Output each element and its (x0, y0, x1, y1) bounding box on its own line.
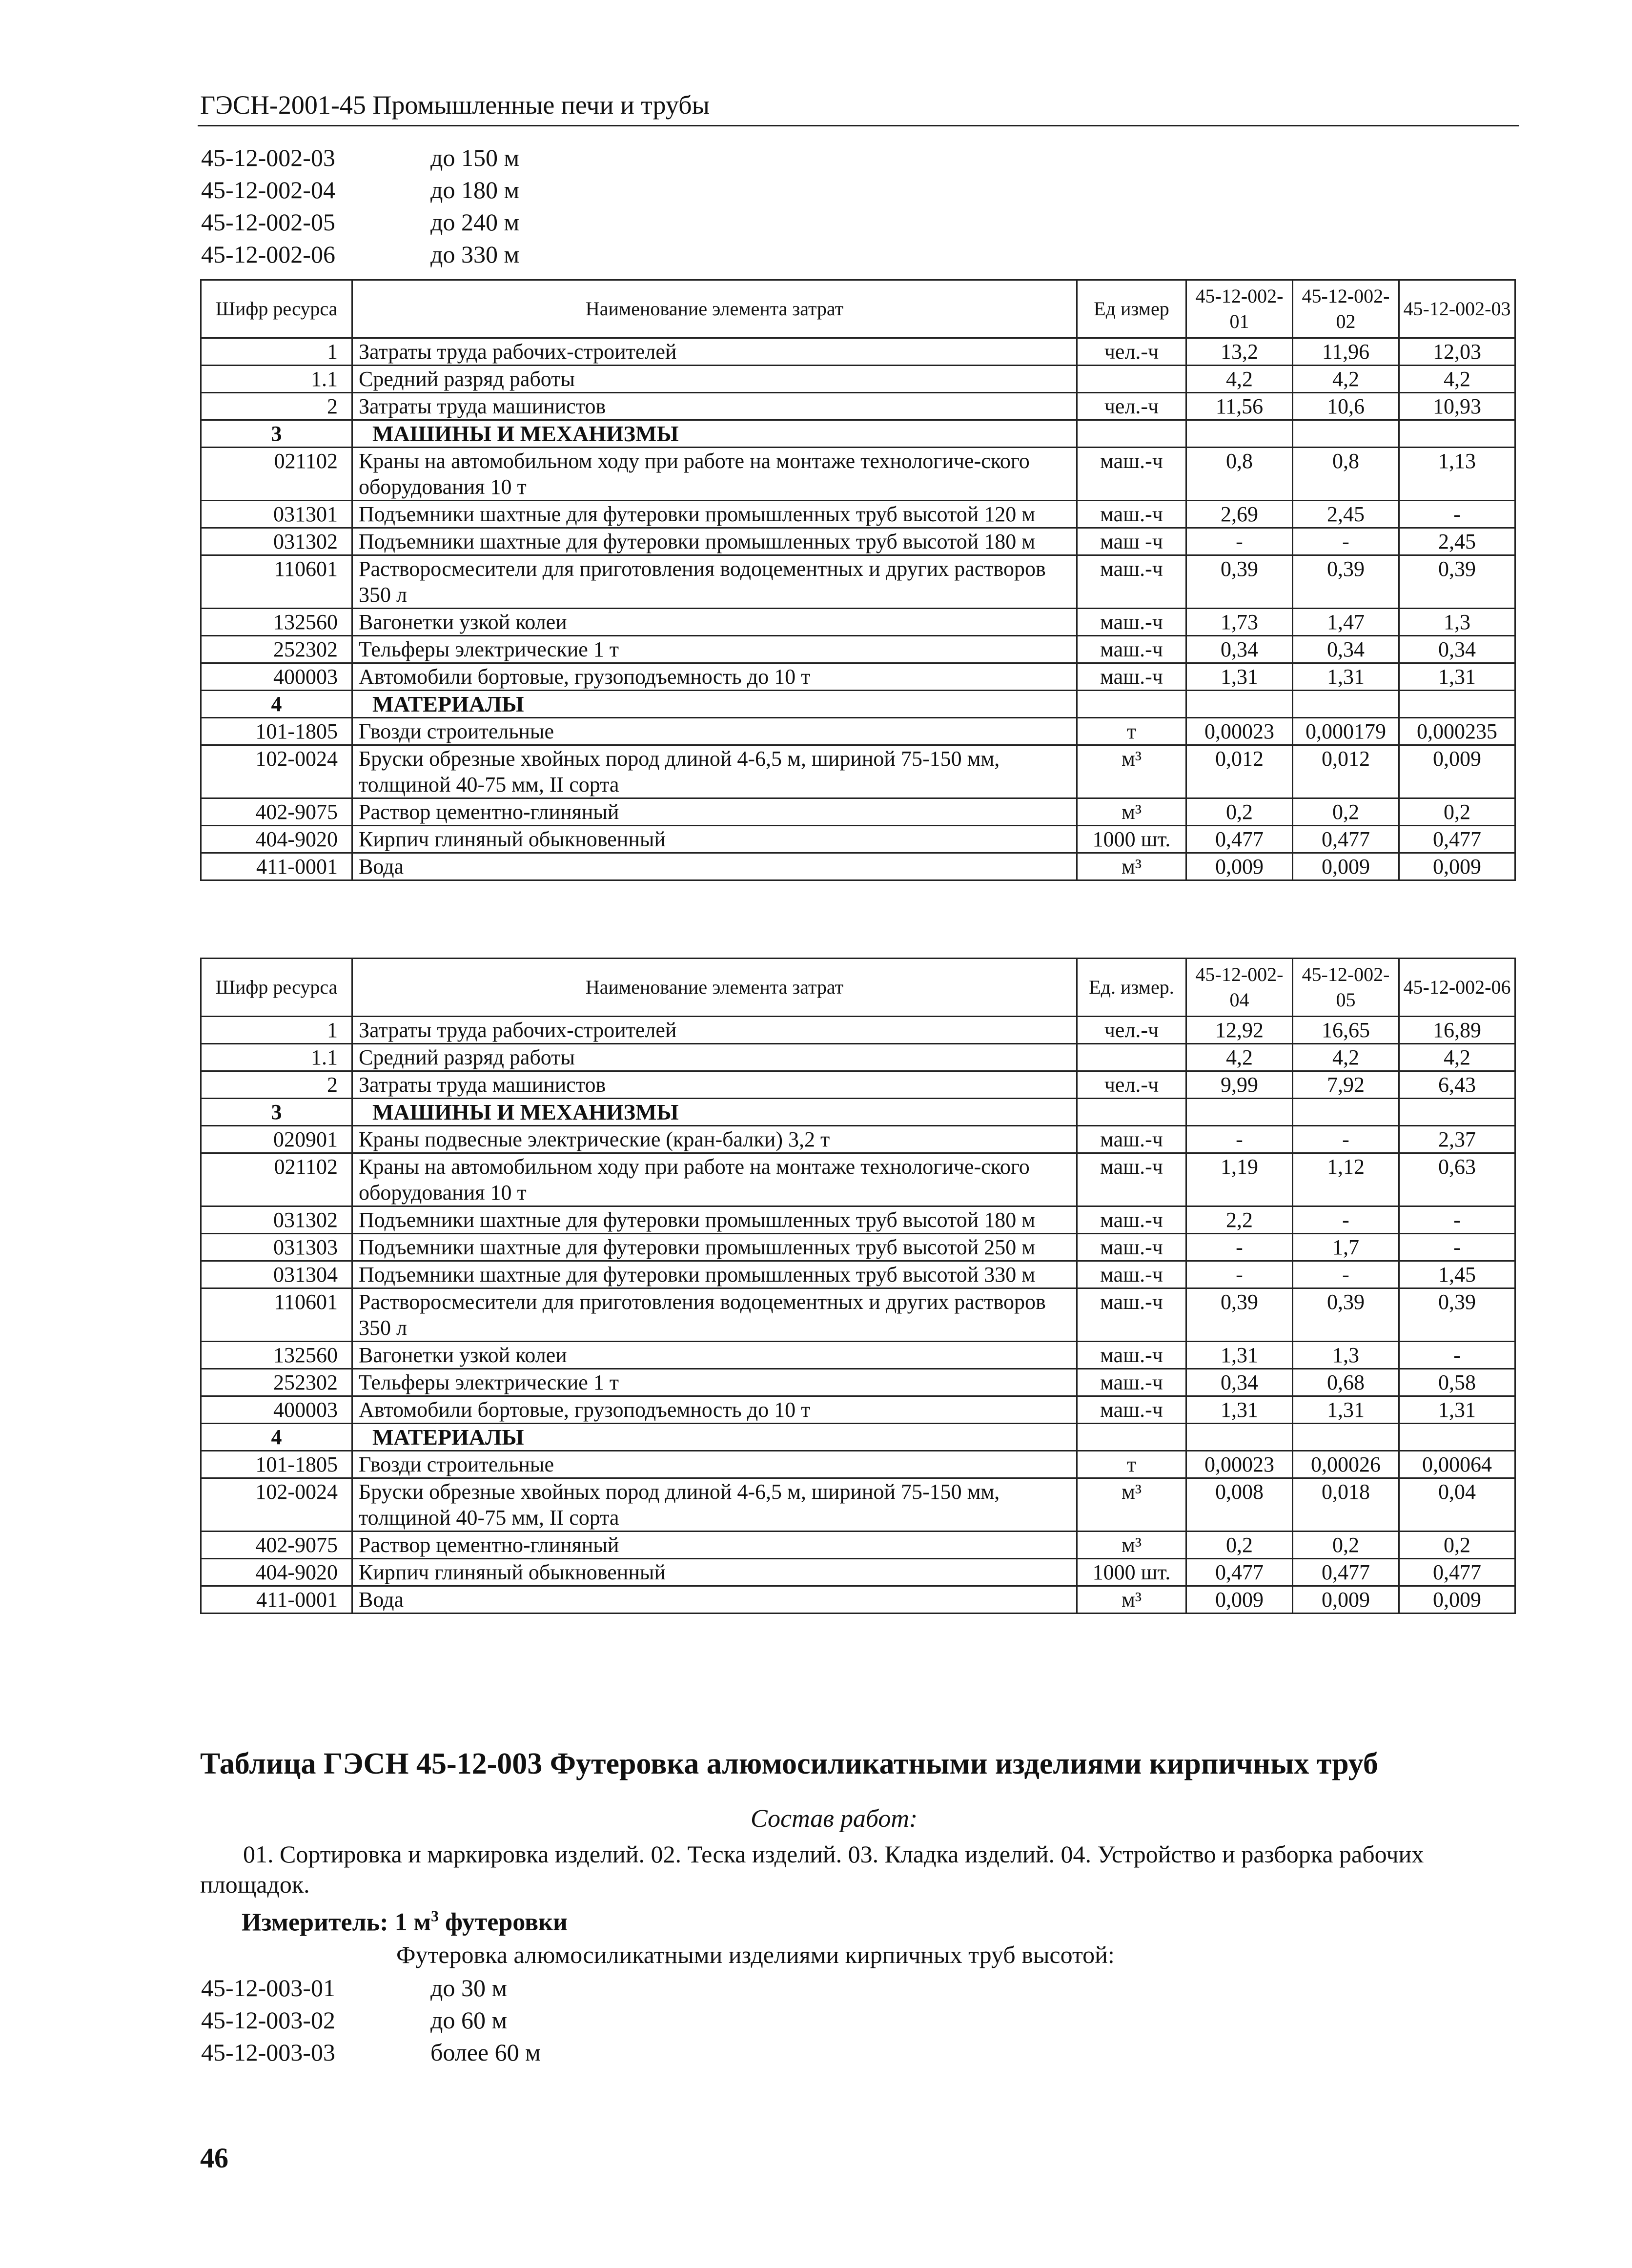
code-value: 45-12-003-01 (201, 1974, 335, 2002)
resource-unit (1077, 691, 1186, 718)
resource-value: - (1293, 1206, 1399, 1234)
resource-name: Кирпич глиняный обыкновенный (352, 1559, 1077, 1586)
resource-code: 252302 (201, 1369, 352, 1396)
height-value: до 60 м (430, 2006, 508, 2034)
resource-value: 0,477 (1399, 826, 1515, 853)
resource-value: 0,39 (1186, 555, 1293, 609)
resource-value: 16,65 (1293, 1017, 1399, 1044)
resource-value: 0,39 (1399, 555, 1515, 609)
height-value: более 60 м (430, 2039, 541, 2066)
resource-value: - (1293, 1261, 1399, 1288)
resource-name: Затраты труда машинистов (352, 393, 1077, 420)
table-row (201, 1342, 1515, 1369)
resource-value: 4,2 (1399, 1044, 1515, 1071)
resource-name: Подъемники шахтные для футеровки промышленных труб высотой 330 м (352, 1261, 1077, 1288)
table-row (201, 745, 1515, 798)
resource-code: 3 (201, 420, 352, 448)
resource-code: 2 (201, 393, 352, 420)
resource-value: 0,009 (1399, 853, 1515, 880)
resource-unit (1077, 1099, 1186, 1126)
resource-unit (1077, 1044, 1186, 1071)
resource-unit (1077, 1424, 1186, 1451)
header-col: 45-12-002-06 (1399, 959, 1515, 1017)
height-value: до 30 м (430, 1974, 508, 2002)
resource-value: 0,477 (1293, 1559, 1399, 1586)
header-col: 45-12-002-04 (1186, 959, 1293, 1017)
resource-value (1186, 1099, 1293, 1126)
resource-value: 0,000179 (1293, 718, 1399, 745)
resource-name: Раствор цементно-глиняный (352, 1532, 1077, 1559)
resource-name: Автомобили бортовые, грузоподъемность до 10 т (352, 1396, 1077, 1424)
resource-table-1 (200, 279, 1516, 881)
resource-name: Раствор цементно-глиняный (352, 798, 1077, 826)
resource-value (1186, 1424, 1293, 1451)
resource-value (1399, 691, 1515, 718)
header-col: 45-12-002-03 (1399, 280, 1515, 338)
resource-unit: м³ (1077, 853, 1186, 880)
resource-name: МАТЕРИАЛЫ (352, 1424, 1077, 1451)
resource-unit: маш.-ч (1077, 1206, 1186, 1234)
table-row (201, 1532, 1515, 1559)
header-unit: Ед измер (1077, 280, 1186, 338)
resource-name: Краны подвесные электрические (кран-балки) 3,2 т (352, 1126, 1077, 1153)
resource-value: 0,012 (1293, 745, 1399, 798)
resource-code: 400003 (201, 663, 352, 691)
resource-value (1186, 420, 1293, 448)
resource-value: 0,477 (1399, 1559, 1515, 1586)
resource-value: 4,2 (1186, 366, 1293, 393)
resource-name: Подъемники шахтные для футеровки промышленных труб высотой 120 м (352, 501, 1077, 528)
table-row (201, 636, 1515, 663)
resource-code: 031302 (201, 528, 352, 555)
resource-code: 021102 (201, 1153, 352, 1206)
table-row (201, 555, 1515, 609)
resource-value (1293, 1424, 1399, 1451)
resource-code: 2 (201, 1071, 352, 1099)
header-name: Наименование элемента затрат (352, 959, 1077, 1017)
resource-value: 1,31 (1186, 1342, 1293, 1369)
resource-value: 0,008 (1186, 1478, 1293, 1532)
resource-value: 4,2 (1399, 366, 1515, 393)
resource-value: 13,2 (1186, 338, 1293, 366)
resource-name: Гвозди строительные (352, 1451, 1077, 1478)
resource-value: - (1399, 501, 1515, 528)
resource-value: - (1293, 528, 1399, 555)
resource-value: 0,477 (1186, 826, 1293, 853)
table-header-row (201, 280, 1515, 338)
resource-name: Вагонетки узкой колеи (352, 609, 1077, 636)
resource-value: 0,009 (1399, 1586, 1515, 1614)
resource-value: 1,3 (1293, 1342, 1399, 1369)
table-row (201, 1478, 1515, 1532)
resource-value: 1,31 (1293, 1396, 1399, 1424)
resource-value: 0,018 (1293, 1478, 1399, 1532)
resource-value: 9,99 (1186, 1071, 1293, 1099)
resource-value: - (1399, 1206, 1515, 1234)
header-col: 45-12-002-02 (1293, 280, 1399, 338)
table-row (201, 338, 1515, 366)
resource-value (1399, 1099, 1515, 1126)
resource-value: 0,00023 (1186, 1451, 1293, 1478)
resource-value: 0,34 (1399, 636, 1515, 663)
table-row (201, 1451, 1515, 1478)
resource-name: Кирпич глиняный обыкновенный (352, 826, 1077, 853)
resource-value: - (1186, 1126, 1293, 1153)
table-row (201, 1126, 1515, 1153)
resource-unit: маш.-ч (1077, 448, 1186, 501)
resource-value: 11,56 (1186, 393, 1293, 420)
resource-value: 1,31 (1399, 1396, 1515, 1424)
resource-unit: чел.-ч (1077, 1071, 1186, 1099)
resource-name: Подъемники шахтные для футеровки промышленных труб высотой 250 м (352, 1234, 1077, 1261)
resource-unit (1077, 366, 1186, 393)
resource-value: 1,13 (1399, 448, 1515, 501)
resource-value: 1,19 (1186, 1153, 1293, 1206)
height-value: до 180 м (430, 176, 520, 204)
resource-code: 402-9075 (201, 1532, 352, 1559)
table-row (201, 393, 1515, 420)
resource-value: 0,04 (1399, 1478, 1515, 1532)
resource-value: - (1399, 1234, 1515, 1261)
resource-value: 0,39 (1186, 1288, 1293, 1342)
table-row (201, 1044, 1515, 1071)
table-row (201, 1017, 1515, 1044)
resource-table-2 (200, 958, 1516, 1614)
resource-value: 7,92 (1293, 1071, 1399, 1099)
resource-code: 1 (201, 1017, 352, 1044)
code-value: 45-12-002-03 (201, 144, 335, 171)
meter-label: Измеритель: (242, 1908, 388, 1937)
resource-value (1293, 1099, 1399, 1126)
table-row (201, 448, 1515, 501)
resource-value (1399, 420, 1515, 448)
resource-value: 0,68 (1293, 1369, 1399, 1396)
resource-value: 0,009 (1293, 853, 1399, 880)
resource-value: 1,47 (1293, 609, 1399, 636)
meter-line (242, 1907, 568, 1937)
resource-value: 0,2 (1186, 1532, 1293, 1559)
resource-value: - (1293, 1126, 1399, 1153)
resource-value: 10,6 (1293, 393, 1399, 420)
resource-value: 11,96 (1293, 338, 1399, 366)
resource-value: 0,2 (1186, 798, 1293, 826)
works-heading: Состав работ: (751, 1805, 918, 1833)
resource-value: 0,00023 (1186, 718, 1293, 745)
resource-value: 0,8 (1293, 448, 1399, 501)
resource-value: 10,93 (1399, 393, 1515, 420)
table-row (201, 1288, 1515, 1342)
resource-name: МАШИНЫ И МЕХАНИЗМЫ (352, 1099, 1077, 1126)
resource-code: 020901 (201, 1126, 352, 1153)
resource-value: 0,34 (1186, 636, 1293, 663)
resource-name: Затраты труда рабочих-строителей (352, 338, 1077, 366)
resource-name: Вода (352, 853, 1077, 880)
resource-value: 0,39 (1293, 555, 1399, 609)
resource-value: 0,009 (1186, 853, 1293, 880)
resource-value: 0,00064 (1399, 1451, 1515, 1478)
resource-value: 2,45 (1399, 528, 1515, 555)
resource-unit: маш.-ч (1077, 555, 1186, 609)
section-row (201, 1424, 1515, 1451)
resource-name: Тельферы электрические 1 т (352, 1369, 1077, 1396)
resource-name: Вода (352, 1586, 1077, 1614)
code-value: 45-12-002-05 (201, 208, 335, 236)
table-row (201, 501, 1515, 528)
resource-value: 4,2 (1293, 366, 1399, 393)
table-row (201, 663, 1515, 691)
code-value: 45-12-002-04 (201, 176, 335, 204)
table-row (201, 1206, 1515, 1234)
resource-value: 2,37 (1399, 1126, 1515, 1153)
resource-unit: м³ (1077, 1532, 1186, 1559)
header-col: 45-12-002-01 (1186, 280, 1293, 338)
height-value: до 330 м (430, 241, 520, 268)
resource-value: 16,89 (1399, 1017, 1515, 1044)
table-row (201, 609, 1515, 636)
resource-code: 031304 (201, 1261, 352, 1288)
sub-description: Футеровка алюмосиликатными изделиями кирпичных труб высотой: (396, 1941, 1115, 1968)
header-code: Шифр ресурса (201, 959, 352, 1017)
resource-value: 1,45 (1399, 1261, 1515, 1288)
table-row (201, 853, 1515, 880)
header-code: Шифр ресурса (201, 280, 352, 338)
resource-name: Краны на автомобильном ходу при работе на монтаже технологиче-ского оборудования 10 т (352, 1153, 1077, 1206)
resource-value: - (1186, 1234, 1293, 1261)
resource-name: Затраты труда рабочих-строителей (352, 1017, 1077, 1044)
table-row (201, 528, 1515, 555)
resource-unit: чел.-ч (1077, 393, 1186, 420)
resource-value: 1,31 (1293, 663, 1399, 691)
resource-unit: маш.-ч (1077, 1261, 1186, 1288)
resource-code: 404-9020 (201, 1559, 352, 1586)
resource-name: Затраты труда машинистов (352, 1071, 1077, 1099)
resource-name: Растворосмесители для приготовления водоцементных и других растворов 350 л (352, 1288, 1077, 1342)
resource-value: - (1186, 528, 1293, 555)
resource-unit: чел.-ч (1077, 1017, 1186, 1044)
resource-value: 0,009 (1399, 745, 1515, 798)
resource-value: 12,03 (1399, 338, 1515, 366)
resource-unit: маш.-ч (1077, 636, 1186, 663)
header-unit: Ед. измер. (1077, 959, 1186, 1017)
resource-value: 0,012 (1186, 745, 1293, 798)
resource-value: 6,43 (1399, 1071, 1515, 1099)
resource-value: 1,31 (1186, 663, 1293, 691)
resource-name: Краны на автомобильном ходу при работе на монтаже технологиче-ского оборудования 10 т (352, 448, 1077, 501)
resource-name: Автомобили бортовые, грузоподъемность до 10 т (352, 663, 1077, 691)
resource-unit: 1000 шт. (1077, 1559, 1186, 1586)
resource-code: 132560 (201, 1342, 352, 1369)
table-header-row (201, 959, 1515, 1017)
resource-code: 101-1805 (201, 718, 352, 745)
resource-value: 0,39 (1399, 1288, 1515, 1342)
resource-value: 1,31 (1186, 1396, 1293, 1424)
resource-code: 402-9075 (201, 798, 352, 826)
resource-value (1399, 1424, 1515, 1451)
resource-name: Гвозди строительные (352, 718, 1077, 745)
resource-name: Подъемники шахтные для футеровки промышленных труб высотой 180 м (352, 528, 1077, 555)
resource-code: 411-0001 (201, 853, 352, 880)
resource-value: 4,2 (1186, 1044, 1293, 1071)
resource-code: 404-9020 (201, 826, 352, 853)
resource-value: 0,2 (1399, 1532, 1515, 1559)
resource-unit: м³ (1077, 1586, 1186, 1614)
resource-unit: маш.-ч (1077, 1396, 1186, 1424)
table-row (201, 718, 1515, 745)
resource-code: 4 (201, 691, 352, 718)
resource-name: Бруски обрезные хвойных пород длиной 4-6,5 м, шириной 75-150 мм, толщиной 40-75 мм, II сорта (352, 1478, 1077, 1532)
section-row (201, 1099, 1515, 1126)
resource-unit: маш.-ч (1077, 609, 1186, 636)
resource-unit: м³ (1077, 745, 1186, 798)
resource-value: 0,00026 (1293, 1451, 1399, 1478)
resource-code: 252302 (201, 636, 352, 663)
resource-unit: маш -ч (1077, 528, 1186, 555)
resource-code: 031302 (201, 1206, 352, 1234)
section-row (201, 691, 1515, 718)
height-value: до 240 м (430, 208, 520, 236)
resource-value (1293, 691, 1399, 718)
resource-value: - (1186, 1261, 1293, 1288)
resource-value: 0,8 (1186, 448, 1293, 501)
resource-value (1186, 691, 1293, 718)
height-value: до 150 м (430, 144, 520, 171)
resource-value: 2,2 (1186, 1206, 1293, 1234)
resource-code: 101-1805 (201, 1451, 352, 1478)
section-row (201, 420, 1515, 448)
resource-code: 031303 (201, 1234, 352, 1261)
resource-code: 102-0024 (201, 745, 352, 798)
table-row (201, 1396, 1515, 1424)
resource-value: 0,34 (1293, 636, 1399, 663)
resource-unit: маш.-ч (1077, 1234, 1186, 1261)
resource-unit (1077, 420, 1186, 448)
table-row (201, 1261, 1515, 1288)
code-value: 45-12-002-06 (201, 241, 335, 268)
table-row (201, 798, 1515, 826)
table-row (201, 366, 1515, 393)
resource-value: 1,7 (1293, 1234, 1399, 1261)
table-row (201, 1559, 1515, 1586)
resource-code: 031301 (201, 501, 352, 528)
resource-unit: чел.-ч (1077, 338, 1186, 366)
table-row (201, 1153, 1515, 1206)
resource-unit: т (1077, 1451, 1186, 1478)
resource-name: Средний разряд работы (352, 1044, 1077, 1071)
table-row (201, 1234, 1515, 1261)
resource-code: 021102 (201, 448, 352, 501)
header-name: Наименование элемента затрат (352, 280, 1077, 338)
resource-value: 0,477 (1186, 1559, 1293, 1586)
resource-value: 1,73 (1186, 609, 1293, 636)
resource-value: 0,2 (1293, 1532, 1399, 1559)
table-row (201, 1586, 1515, 1614)
resource-code: 400003 (201, 1396, 352, 1424)
resource-name: МАТЕРИАЛЫ (352, 691, 1077, 718)
resource-code: 102-0024 (201, 1478, 352, 1532)
resource-unit: маш.-ч (1077, 1288, 1186, 1342)
resource-code: 1.1 (201, 1044, 352, 1071)
header-rule (198, 125, 1519, 126)
resource-code: 110601 (201, 555, 352, 609)
table-row (201, 1369, 1515, 1396)
resource-value: 0,58 (1399, 1369, 1515, 1396)
resource-code: 1.1 (201, 366, 352, 393)
resource-value: 0,477 (1293, 826, 1399, 853)
resource-unit: маш.-ч (1077, 501, 1186, 528)
code-value: 45-12-003-03 (201, 2039, 335, 2066)
resource-unit: маш.-ч (1077, 1342, 1186, 1369)
resource-name: Бруски обрезные хвойных пород длиной 4-6,5 м, шириной 75-150 мм, толщиной 40-75 мм, II сорта (352, 745, 1077, 798)
resource-name: Тельферы электрические 1 т (352, 636, 1077, 663)
resource-name: Растворосмесители для приготовления водоцементных и других растворов 350 л (352, 555, 1077, 609)
resource-unit: м³ (1077, 1478, 1186, 1532)
resource-name: МАШИНЫ И МЕХАНИЗМЫ (352, 420, 1077, 448)
resource-value: 12,92 (1186, 1017, 1293, 1044)
resource-value: 0,2 (1399, 798, 1515, 826)
resource-value (1293, 420, 1399, 448)
resource-value: - (1399, 1342, 1515, 1369)
resource-value: 0,2 (1293, 798, 1399, 826)
resource-unit: маш.-ч (1077, 1153, 1186, 1206)
running-head: ГЭСН-2001-45 Промышленные печи и трубы (200, 90, 710, 120)
resource-value: 0,000235 (1399, 718, 1515, 745)
resource-code: 1 (201, 338, 352, 366)
resource-value: 1,12 (1293, 1153, 1399, 1206)
resource-value: 0,39 (1293, 1288, 1399, 1342)
resource-value: 0,009 (1293, 1586, 1399, 1614)
resource-code: 411-0001 (201, 1586, 352, 1614)
code-value: 45-12-003-02 (201, 2006, 335, 2034)
resource-code: 132560 (201, 609, 352, 636)
section-title: Таблица ГЭСН 45-12-003 Футеровка алюмосиликатными изделиями кирпичных труб (200, 1747, 1378, 1780)
page-number: 46 (200, 2142, 228, 2174)
table-row (201, 1071, 1515, 1099)
resource-value: 1,31 (1399, 663, 1515, 691)
table-row (201, 826, 1515, 853)
resource-code: 4 (201, 1424, 352, 1451)
resource-value: 0,009 (1186, 1586, 1293, 1614)
resource-unit: т (1077, 718, 1186, 745)
resource-code: 3 (201, 1099, 352, 1126)
resource-unit: м³ (1077, 798, 1186, 826)
resource-value: 0,63 (1399, 1153, 1515, 1206)
resource-value: 2,45 (1293, 501, 1399, 528)
resource-code: 110601 (201, 1288, 352, 1342)
resource-value: 1,3 (1399, 609, 1515, 636)
resource-name: Подъемники шахтные для футеровки промышленных труб высотой 180 м (352, 1206, 1077, 1234)
resource-value: 2,69 (1186, 501, 1293, 528)
header-col: 45-12-002-05 (1293, 959, 1399, 1017)
resource-unit: маш.-ч (1077, 1126, 1186, 1153)
resource-name: Вагонетки узкой колеи (352, 1342, 1077, 1369)
meter-value: 1 $м^3$ футеровки (394, 1907, 568, 1937)
resource-name: Средний разряд работы (352, 366, 1077, 393)
resource-unit: маш.-ч (1077, 663, 1186, 691)
resource-unit: 1000 шт. (1077, 826, 1186, 853)
resource-value: 4,2 (1293, 1044, 1399, 1071)
works-text: 01. Сортировка и маркировка изделий. 02. Теска изделий. 03. Кладка изделий. 04. Устройство и разборка рабочих площадок. (200, 1840, 1424, 1898)
resource-value: 0,34 (1186, 1369, 1293, 1396)
resource-unit: маш.-ч (1077, 1369, 1186, 1396)
